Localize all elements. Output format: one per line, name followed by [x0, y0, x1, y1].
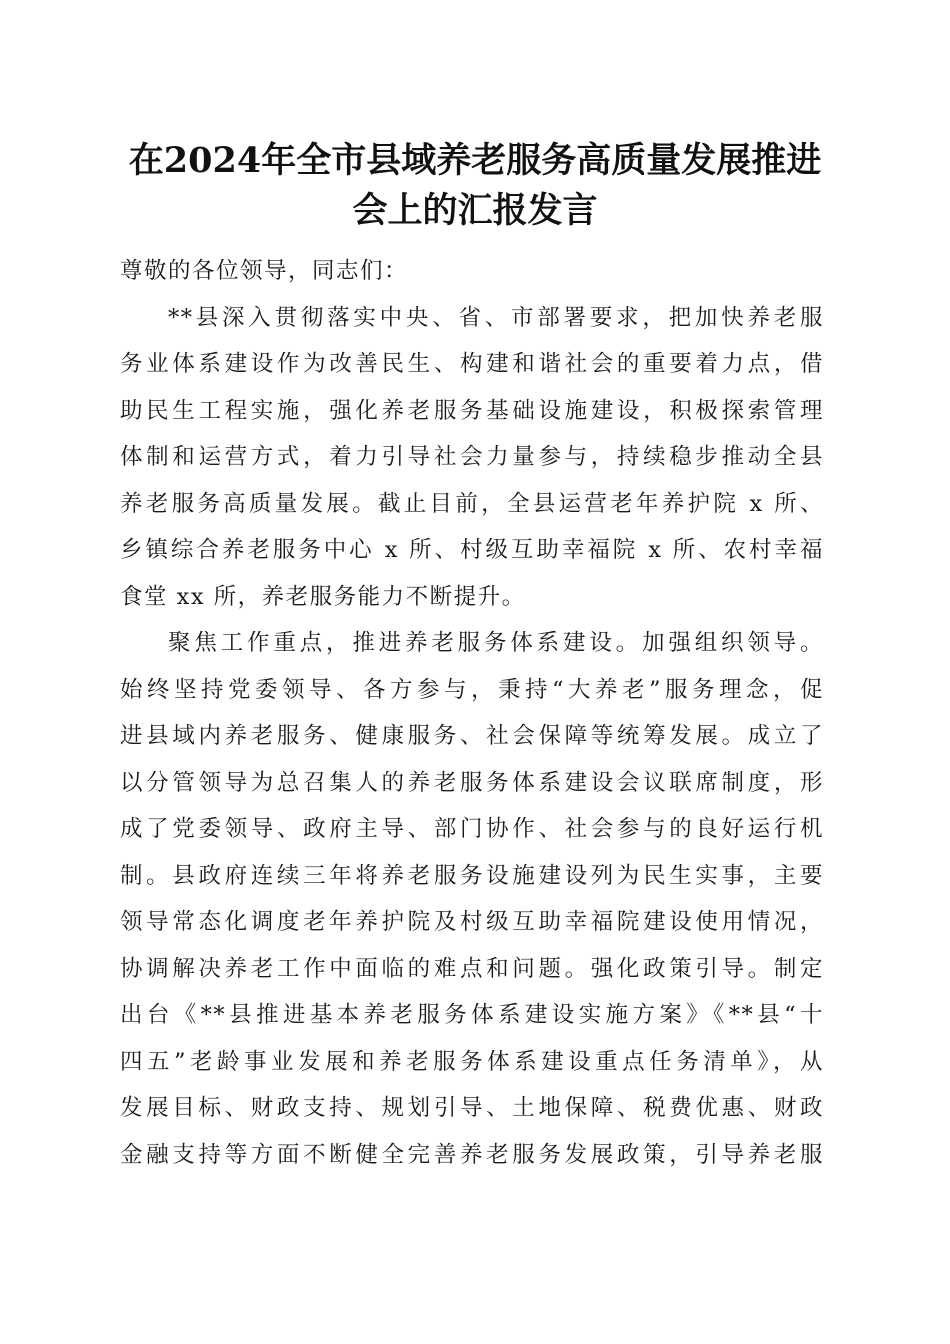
paragraph-line: 体制和运营方式，着力引导社会力量参与，持续稳步推动全县 [120, 444, 824, 470]
paragraph-line: 金融支持等方面不断健全完善养老服务发展政策，引导养老服 [120, 1141, 824, 1168]
document-body [120, 248, 824, 1178]
paragraph-line: 发展目标、财政支持、规划引导、土地保障、税费优惠、财政 [120, 1095, 824, 1121]
paragraph-line: 助民生工程实施，强化养老服务基础设施建设，积极探索管理 [120, 397, 824, 424]
paragraph-line: 养老服务高质量发展。截止目前，全县运营老年养护院 x 所、 [120, 490, 824, 517]
paragraph-line: 成了党委领导、政府主导、部门协作、社会参与的良好运行机 [120, 816, 824, 842]
title-line-2: 会上的汇报发言 [352, 190, 598, 231]
salutation [120, 248, 824, 295]
document-title [100, 136, 850, 236]
title-line-1: 在2024年全市县域养老服务高质量发展推进 [128, 140, 822, 181]
paragraph-line: **县深入贯彻落实中央、省、市部署要求，把加快养老服 [168, 304, 824, 331]
salutation-text: 尊敬的各位领导，同志们： [120, 258, 409, 284]
paragraph-line: 以分管领导为总召集人的养老服务体系建设会议联席制度，形 [120, 769, 824, 796]
paragraph-line: 领导常态化调度老年养护院及村级互助幸福院建设使用情况， [120, 909, 824, 935]
paragraph-line: 食堂 xx 所，养老服务能力不断提升。 [120, 583, 526, 610]
paragraph-line: 制。县政府连续三年将养老服务设施建设列为民生实事，主要 [120, 862, 824, 889]
paragraph-line: 务业体系建设作为改善民生、构建和谐社会的重要着力点，借 [120, 351, 824, 377]
paragraph-work-focus [120, 620, 824, 1178]
paragraph-line: 出台《**县推进基本养老服务体系建设实施方案》《**县“十 [120, 1002, 824, 1028]
paragraph-line: 四五”老龄事业发展和养老服务体系建设重点任务清单》，从 [120, 1048, 824, 1075]
paragraph-line: 协调解决养老工作中面临的难点和问题。强化政策引导。制定 [120, 955, 824, 982]
paragraph-line: 聚焦工作重点，推进养老服务体系建设。加强组织领导。 [168, 630, 824, 656]
paragraph-intro [120, 295, 824, 621]
paragraph-line: 进县域内养老服务、健康服务、社会保障等统筹发展。成立了 [120, 723, 824, 749]
paragraph-line: 乡镇综合养老服务中心 x 所、村级互助幸福院 x 所、农村幸福 [120, 537, 824, 563]
paragraph-line: 始终坚持党委领导、各方参与，秉持“大养老”服务理念，促 [120, 676, 824, 703]
